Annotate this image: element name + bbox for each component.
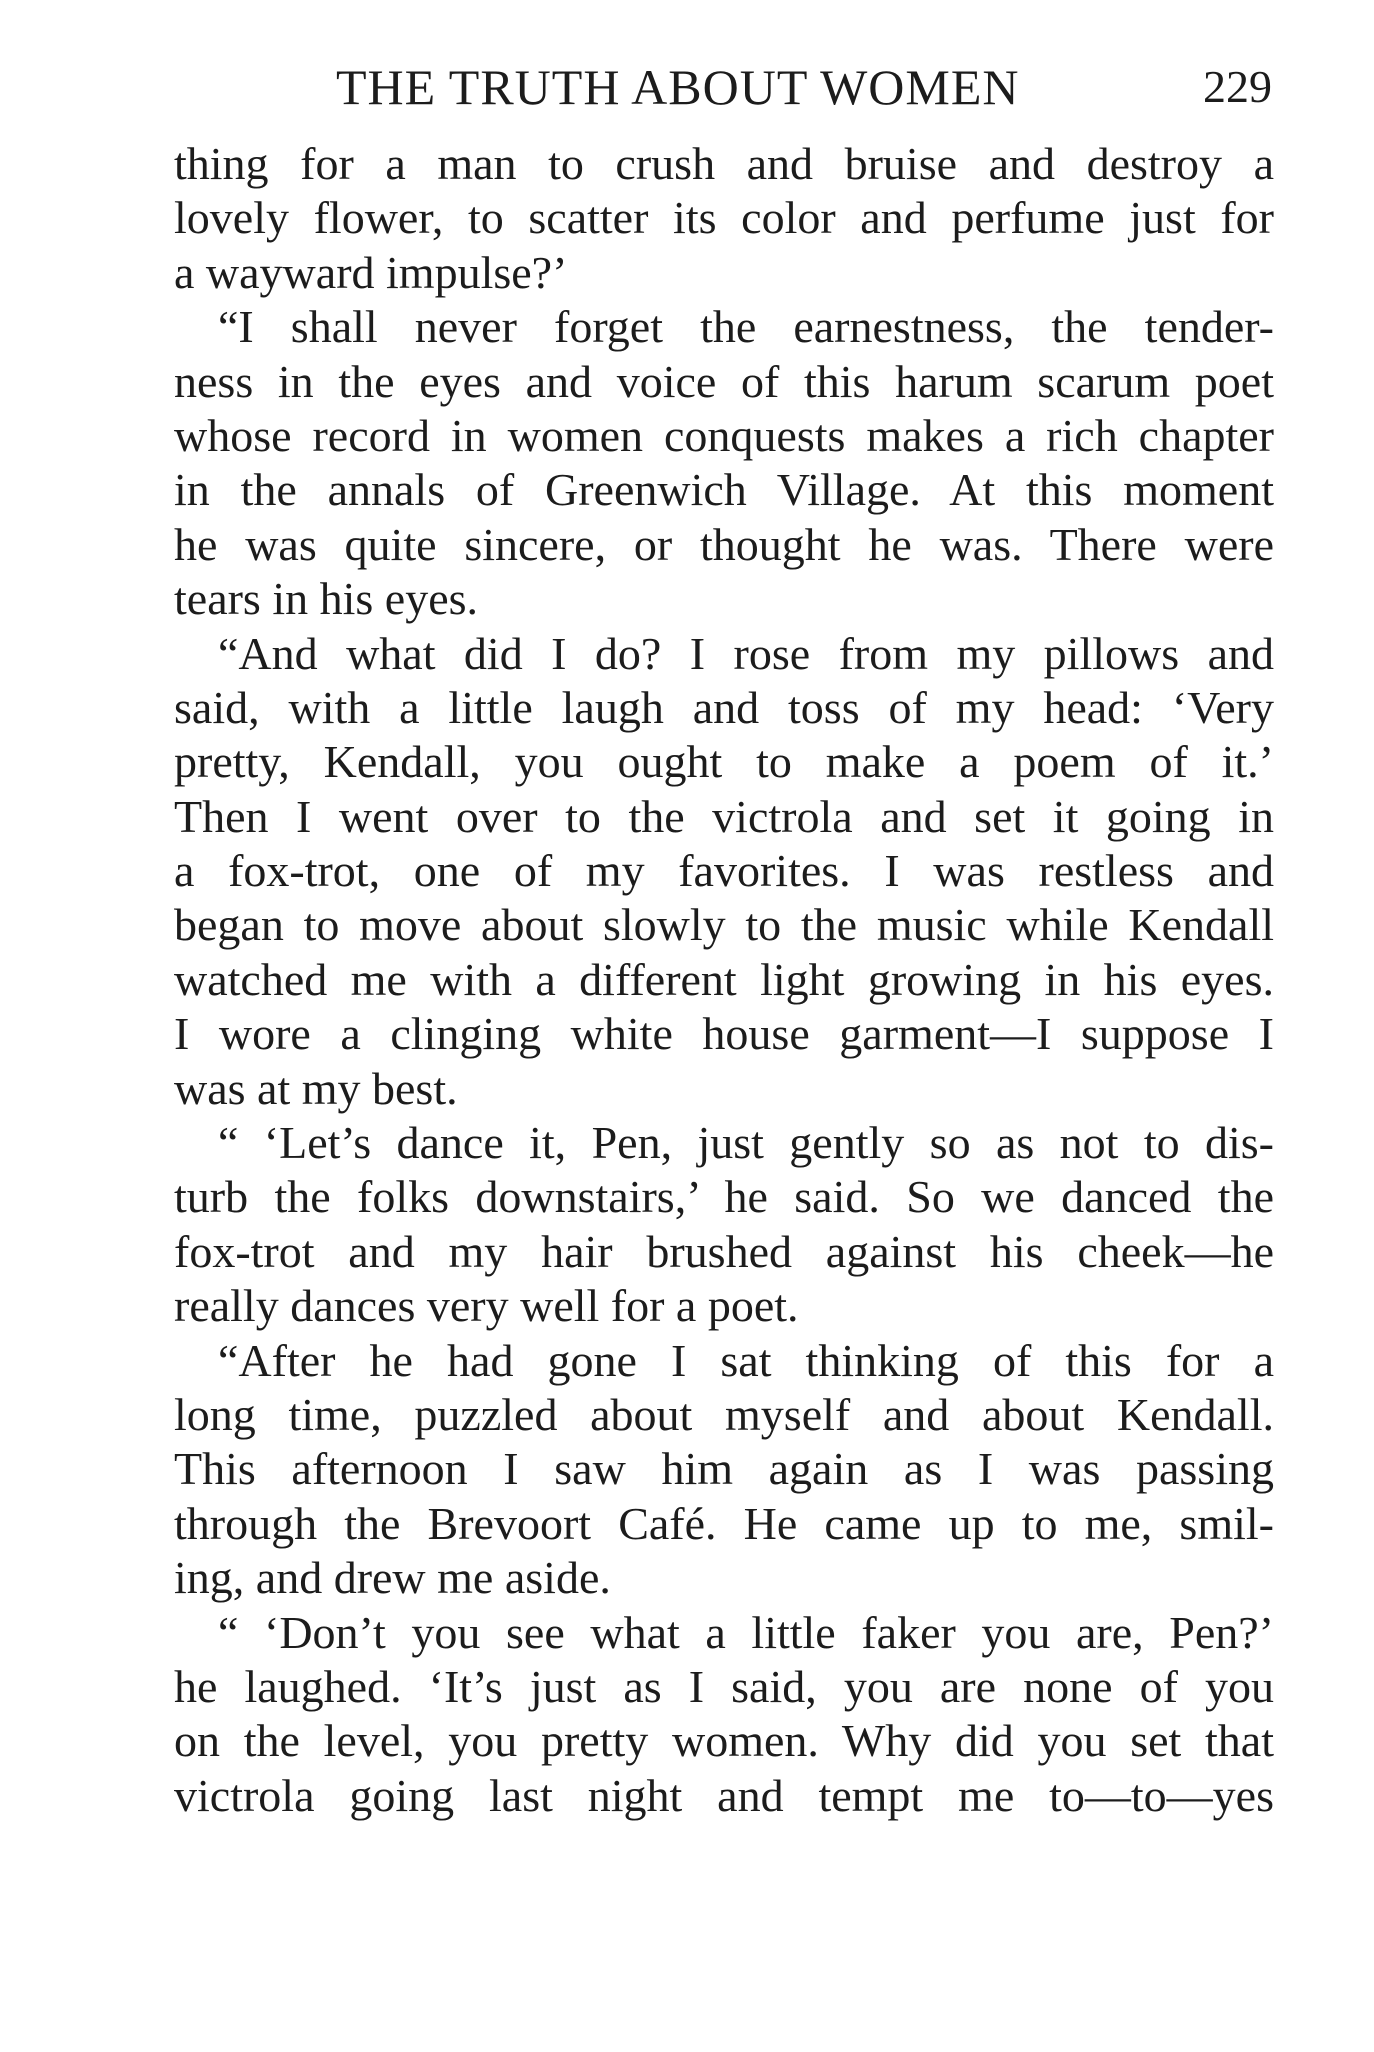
text-line: through the Brevoort Café. He came up to me, smil-: [174, 1497, 1274, 1549]
text-line: watched me with a different light growing in his eyes.: [174, 953, 1274, 1005]
text-line: began to move about slowly to the music while Kendall: [174, 899, 1274, 951]
text-line: “And what did I do? I rose from my pillows and: [218, 627, 1274, 679]
running-title: THE TRUTH ABOUT WOMEN: [336, 59, 1020, 115]
text-line: “I shall never forget the earnestness, the tender-: [218, 301, 1274, 353]
text-line: was at my best.: [174, 1062, 458, 1114]
text-line: he was quite sincere, or thought he was. There were: [174, 518, 1274, 570]
text-line: lovely flower, to scatter its color and perfume just for: [174, 192, 1274, 244]
text-line: “ ‘Let’s dance it, Pen, just gently so as not to dis-: [218, 1117, 1274, 1169]
text-line: long time, puzzled about myself and about Kendall.: [174, 1388, 1274, 1440]
text-line: “ ‘Don’t you see what a little faker you are, Pen?’: [218, 1606, 1274, 1658]
text-line: I wore a clinging white house garment—I suppose I: [174, 1008, 1274, 1060]
text-line: ing, and drew me aside.: [174, 1552, 611, 1604]
text-line: ness in the eyes and voice of this harum scarum poet: [174, 355, 1274, 407]
text-line: he laughed. ‘It’s just as I said, you are none of you: [174, 1660, 1274, 1712]
text-line: a fox-trot, one of my favorites. I was restless and: [174, 845, 1274, 897]
text-line: tears in his eyes.: [174, 573, 479, 625]
body-text: [174, 137, 1274, 1823]
running-head: [176, 52, 1280, 122]
text-line: This afternoon I saw him again as I was passing: [174, 1443, 1274, 1495]
text-line: whose record in women conquests makes a rich chapter: [174, 409, 1274, 461]
text-line: victrola going last night and tempt me to—to—yes: [174, 1769, 1274, 1821]
text-line: pretty, Kendall, you ought to make a poem of it.’: [174, 736, 1274, 788]
text-line: really dances very well for a poet.: [174, 1280, 799, 1332]
text-line: thing for a man to crush and bruise and destroy a: [174, 138, 1274, 189]
text-line: turb the folks downstairs,’ he said. So we danced the: [174, 1171, 1274, 1223]
text-line: a wayward impulse?’: [174, 246, 568, 298]
text-line: said, with a little laugh and toss of my head: ‘Very: [174, 681, 1274, 733]
page-number: 229: [1203, 61, 1272, 112]
text-line: Then I went over to the victrola and set it going in: [174, 790, 1274, 842]
text-line: fox-trot and my hair brushed against his cheek—he: [174, 1225, 1274, 1277]
text-line: on the level, you pretty women. Why did you set that: [174, 1715, 1274, 1767]
text-line: “After he had gone I sat thinking of this for a: [218, 1334, 1274, 1386]
text-line: in the annals of Greenwich Village. At this moment: [174, 464, 1274, 516]
